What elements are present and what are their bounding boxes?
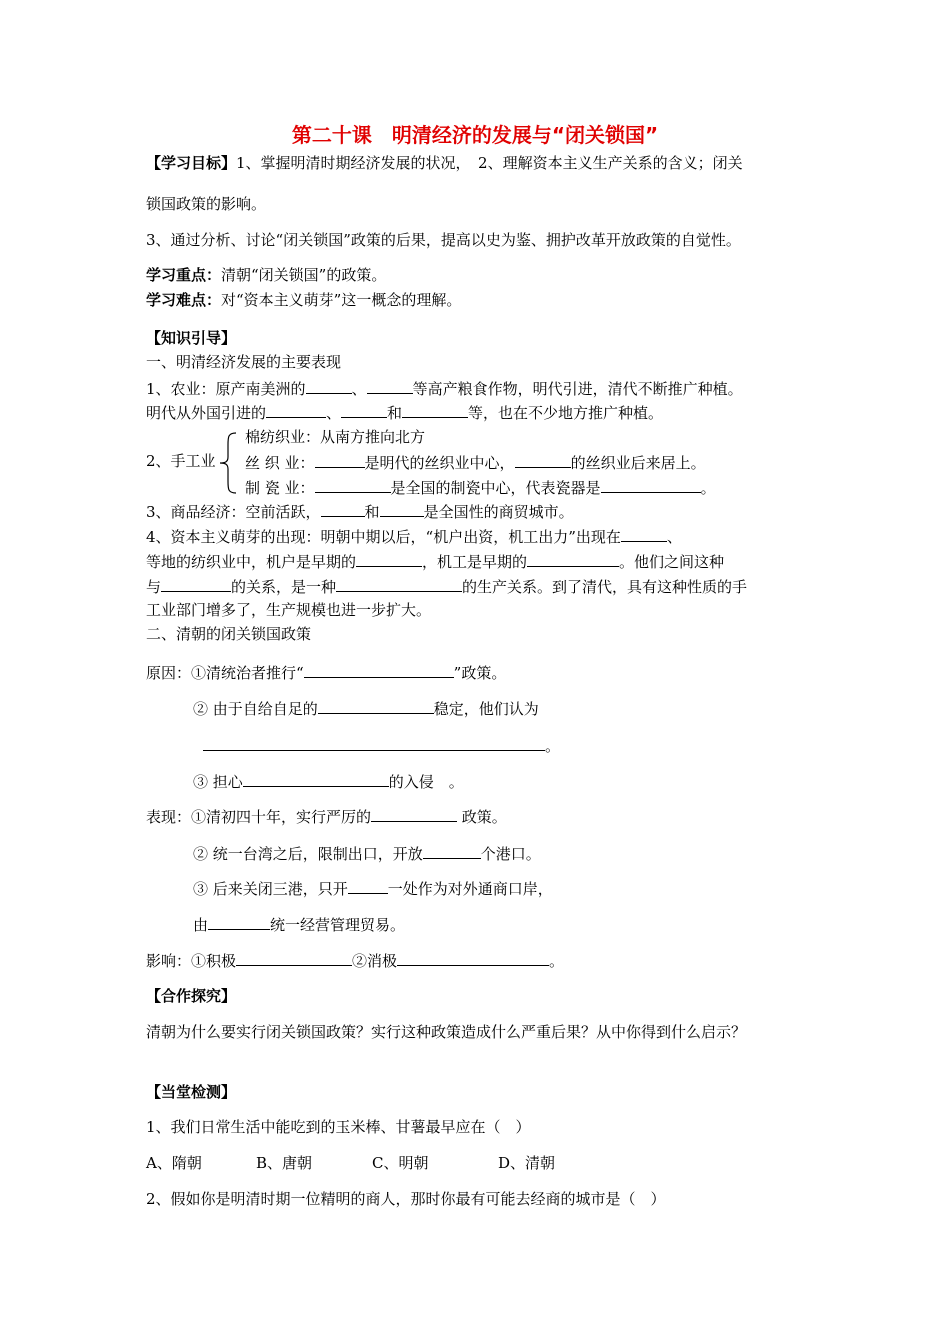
craft-label: 2、手工业 (146, 452, 216, 470)
blank-field[interactable] (367, 377, 413, 394)
coop-heading: 【合作探究】 (146, 987, 237, 1005)
goals-line-3: 3、通过分析、讨论“闭关锁国”政策的后果，提高以史为鉴、拥护改革开放政策的自觉性。 (146, 231, 741, 249)
performance-1: 表现：①清初四十年，实行严厉的 政策。 (146, 805, 507, 827)
coop-question: 清朝为什么要实行闭关锁国政策？实行这种政策造成什么严重后果？从中你得到什么启示？ (146, 1023, 747, 1041)
performance-4: 由 统一经营管理贸易。 (193, 913, 405, 935)
craft-silk: 丝 织 业： 是明代的丝织业中心， 的丝织业后来居上。 (245, 451, 706, 473)
question-1-options (146, 1153, 555, 1173)
cause-2: ② 由于自给自足的 稳定，他们认为 (193, 697, 539, 719)
craft-cotton: 棉纺织业：从南方推向北方 (245, 428, 426, 446)
blank-field[interactable] (356, 550, 422, 567)
blank-field[interactable] (371, 805, 457, 822)
blank-field[interactable] (315, 476, 391, 493)
option-b[interactable]: B、唐朝 (256, 1154, 313, 1172)
blank-field[interactable] (306, 377, 352, 394)
blank-field[interactable] (315, 451, 365, 468)
blank-field[interactable] (341, 401, 387, 418)
section-2-heading: 二、清朝的闭关锁国政策 (146, 625, 312, 643)
section-1-heading: 一、明清经济发展的主要表现 (146, 353, 342, 371)
goals-line-1: 【学习目标】1、掌握明清时期经济发展的状况， 2、理解资本主义生产关系的含义；闭关 (146, 154, 743, 172)
key-point: 学习重点：清朝“闭关锁国”的政策。 (146, 266, 387, 284)
commerce-line: 3、商品经济：空前活跃， 和 是全国性的商贸城市。 (146, 500, 574, 522)
blank-field[interactable] (304, 661, 454, 678)
blank-field[interactable] (243, 770, 389, 787)
blank-field[interactable] (236, 949, 352, 966)
craft-porcelain: 制 瓷 业： 是全国的制瓷中心，代表瓷器是 。 (245, 476, 716, 498)
check-heading: 【当堂检测】 (146, 1083, 237, 1101)
question-1: 1、我们日常生活中能吃到的玉米棒、甘薯最早应在（ ） (146, 1118, 531, 1136)
question-2: 2、假如你是明清时期一位精明的商人，那时你最有可能去经商的城市是（ ） (146, 1190, 666, 1208)
capitalism-line-1: 4、资本主义萌芽的出现：明朝中期以后，“机户出资，机工出力”出现在 、 (146, 525, 682, 547)
blank-field[interactable] (515, 451, 571, 468)
agri-line-2: 明代从外国引进的 、 和 等，也在不少地方推广种植。 (146, 401, 663, 423)
agri-line-1: 1、农业：原产南美洲的 、 等高产粮食作物，明代引进，清代不断推广种植。 (146, 377, 743, 399)
impact-line: 影响：①积极 ②消极 。 (146, 949, 564, 971)
blank-field[interactable] (321, 500, 365, 517)
difficulty: 学习难点：对“资本主义萌芽”这一概念的理解。 (146, 291, 462, 309)
blank-field[interactable] (203, 734, 545, 751)
blank-field[interactable] (348, 877, 388, 894)
goals-label: 【学习目标】 (146, 154, 237, 172)
page-title: 第二十课 明清经济的发展与“闭关锁国” (291, 123, 659, 147)
option-c[interactable]: C、明朝 (372, 1154, 429, 1172)
capitalism-line-4: 工业部门增多了，生产规模也进一步扩大。 (146, 601, 432, 619)
blank-field[interactable] (208, 913, 270, 930)
blank-field[interactable] (621, 525, 667, 542)
option-d[interactable]: D、清朝 (498, 1154, 556, 1172)
brace-icon (218, 431, 238, 495)
capitalism-line-3: 与 的关系，是一种 的生产关系。到了清代，具有这种性质的手 (146, 575, 747, 597)
goals-line-2: 锁国政策的影响。 (146, 195, 267, 213)
cause-3: 。 (203, 734, 560, 756)
guide-heading: 【知识引导】 (146, 329, 237, 347)
option-a[interactable]: A、隋朝 (146, 1154, 202, 1172)
blank-field[interactable] (161, 575, 231, 592)
blank-field[interactable] (380, 500, 424, 517)
performance-2: ② 统一台湾之后，限制出口，开放 个港口。 (193, 842, 541, 864)
cause-1: 原因：①清统治者推行“ ”政策。 (146, 661, 506, 683)
blank-field[interactable] (402, 401, 468, 418)
performance-3: ③ 后来关闭三港，只开 一处作为对外通商口岸， (193, 877, 553, 899)
cause-4: ③ 担心 的入侵 。 (193, 770, 464, 792)
blank-field[interactable] (527, 550, 619, 567)
blank-field[interactable] (423, 842, 481, 859)
blank-field[interactable] (318, 697, 434, 714)
blank-field[interactable] (397, 949, 549, 966)
blank-field[interactable] (601, 476, 701, 493)
blank-field[interactable] (336, 575, 462, 592)
capitalism-line-2: 等地的纺织业中，机户是早期的 ，机工是早期的 。他们之间这种 (146, 550, 724, 572)
blank-field[interactable] (266, 401, 326, 418)
